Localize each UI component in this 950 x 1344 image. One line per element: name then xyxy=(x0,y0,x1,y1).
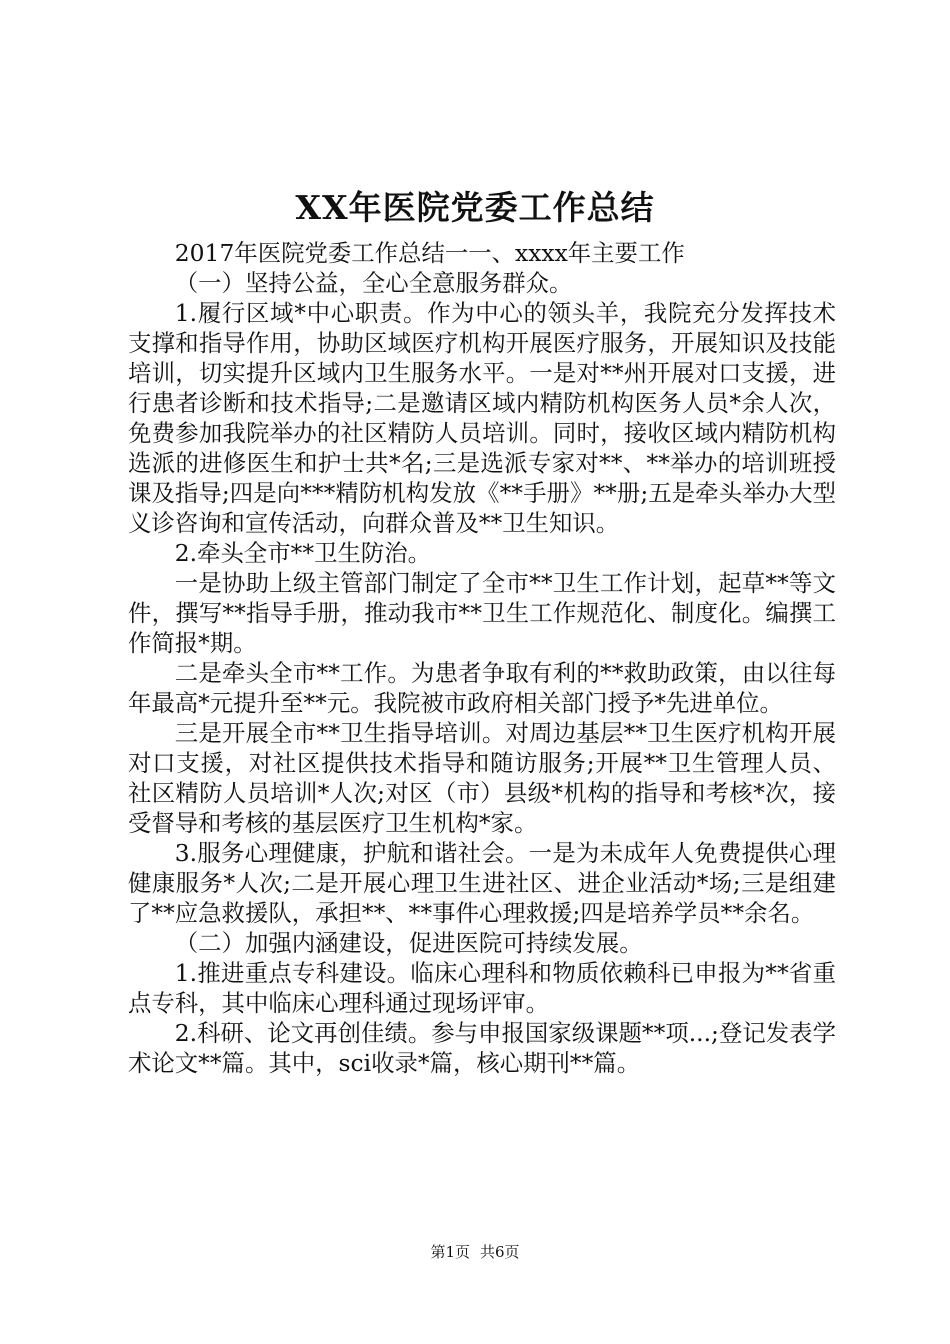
paragraph: 1.推进重点专科建设。临床心理科和物质依赖科已申报为**省重点专科，其中临床心理科通过现场评审。 xyxy=(128,959,836,1017)
section-heading-1: （一）坚持公益，全心全意服务群众。 xyxy=(174,269,573,297)
paragraph: 2.科研、论文再创佳绩。参与申报国家级课题**项...;登记发表学术论文**篇。其中，sci收录*篇，核心期刊**篇。 xyxy=(128,1019,836,1077)
section-heading-2: （二）加强内涵建设，促进医院可持续发展。 xyxy=(174,929,643,957)
document-body xyxy=(128,238,836,1078)
page-total: 共6页 xyxy=(480,1243,520,1261)
page-number: 第1页 xyxy=(430,1243,470,1261)
document-title: XX年医院党委工作总结 xyxy=(295,188,655,227)
subsection-heading: 2.牵头全市**卫生防治。 xyxy=(174,539,432,567)
paragraph: 三是开展全市**卫生指导培训。对周边基层**卫生医疗机构开展对口支援，对社区提供技术指导和随访服务;开展**卫生管理人员、社区精防人员培训*人次;对区（市）县级*机构的指导和考核*次，接受督导和考核的基层医疗卫生机构*家。 xyxy=(128,719,836,837)
paragraph: 1.履行区域*中心职责。作为中心的领头羊，我院充分发挥技术支撑和指导作用，协助区域医疗机构开展医疗服务，开展知识及技能培训，切实提升区域内卫生服务水平。一是对**州开展对口支援，进行患者诊断和技术指导;二是邀请区域内精防机构医务人员*余人次，免费参加我院举办的社区精防人员培训。同时，接收区域内精防机构选派的进修医生和护士共*名;三是选派专家对**、**举办的培训班授课及指导;四是向***精防机构发放《**手册》**册;五是牵头举办大型义诊咨询和宣传活动，向群众普及**卫生知识。 xyxy=(128,299,836,537)
page-footer xyxy=(0,1242,950,1262)
paragraph: 3.服务心理健康，护航和谐社会。一是为未成年人免费提供心理健康服务*人次;二是开展心理卫生进社区、进企业活动*场;三是组建了**应急救援队，承担**、**事件心理救援;四是培养学员**余名。 xyxy=(128,839,836,927)
paragraph: 一是协助上级主管部门制定了全市**卫生工作计划，起草**等文件，撰写**指导手册，推动我市**卫生工作规范化、制度化。编撰工作简报*期。 xyxy=(128,569,836,657)
paragraph-intro: 2017年医院党委工作总结一一、xxxx年主要工作 xyxy=(174,239,685,267)
paragraph: 二是牵头全市**工作。为患者争取有利的**救助政策，由以往每年最高*元提升至**元。我院被市政府相关部门授予*先进单位。 xyxy=(128,659,836,717)
